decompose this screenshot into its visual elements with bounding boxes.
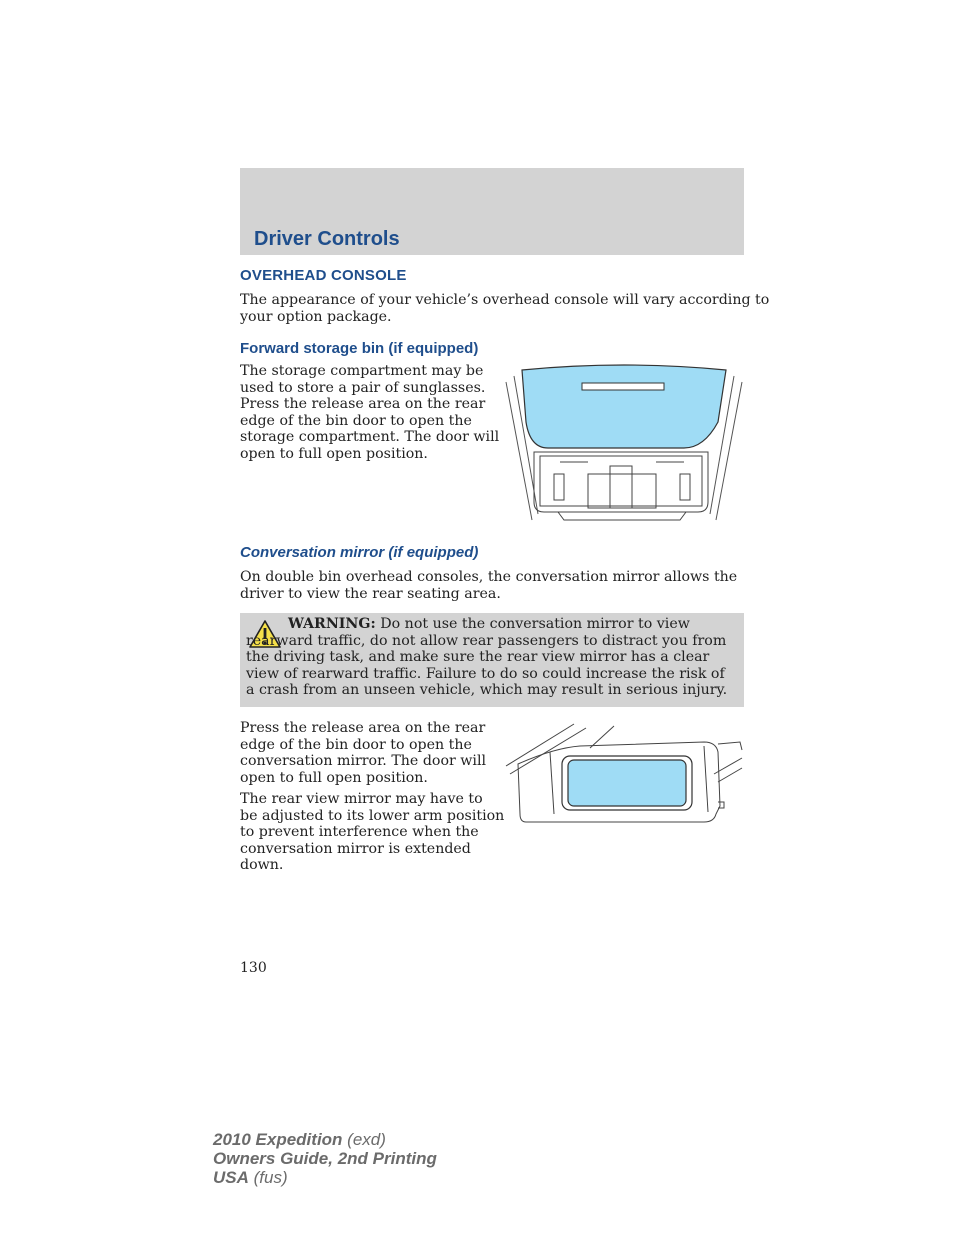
warning-text: [246, 616, 736, 699]
footer-market: USA: [213, 1168, 249, 1187]
text-line: The storage compartment may be: [240, 363, 484, 379]
footer-line: [213, 1149, 437, 1168]
text-line: open to full open position.: [240, 445, 428, 462]
text-line: conversation mirror is extended: [240, 840, 471, 857]
warning-label: WARNING:: [288, 616, 376, 632]
section-title: Driver Controls: [254, 228, 400, 250]
conversation-mirror-illustration: [504, 722, 744, 828]
text-line: conversation mirror. The door will: [240, 753, 487, 769]
footer-guide: Owners Guide, 2nd Printing: [213, 1149, 437, 1168]
intro-line: your option package.: [240, 308, 392, 325]
forward-storage-bin-heading: Forward storage bin (if equipped): [240, 340, 479, 357]
text-line: driver to view the rear seating area.: [240, 585, 501, 602]
conversation-mirror-heading: Conversation mirror (if equipped): [240, 544, 479, 561]
text-line: be adjusted to its lower arm position: [240, 807, 505, 824]
text-line: storage compartment. The door will: [240, 429, 500, 445]
mirror-press-text: [240, 720, 486, 786]
footer: [213, 1130, 437, 1187]
text-line: edge of the bin door to open the: [240, 736, 472, 753]
section-header-band: [240, 168, 744, 255]
overhead-console-heading: OVERHEAD CONSOLE: [240, 267, 407, 284]
footer-model-code: (exd): [342, 1130, 386, 1149]
text-line: down.: [240, 857, 284, 873]
text-line: used to store a pair of sunglasses.: [240, 379, 486, 396]
mirror-adjust-text: [240, 791, 504, 874]
text-line: edge of the bin door to open the: [240, 412, 472, 429]
storage-bin-door: [522, 365, 726, 448]
text-line: to prevent interference when the: [240, 824, 479, 840]
forward-storage-bin-text: [240, 363, 499, 462]
overhead-console-intro: [240, 292, 769, 325]
warning-box: [240, 613, 744, 707]
overhead-console-illustration: [504, 362, 744, 524]
text-line: Press the release area on the rear: [240, 720, 486, 736]
footer-market-code: (fus): [248, 1168, 288, 1187]
text-line: open to full open position.: [240, 769, 428, 786]
conversation-mirror-glass: [568, 760, 686, 806]
footer-line: [213, 1168, 437, 1187]
page-number: 130: [240, 960, 267, 976]
text-line: The rear view mirror may have to: [240, 791, 483, 807]
text-line: On double bin overhead consoles, the conversation mirror allows the: [240, 569, 738, 585]
footer-model: 2010 Expedition: [213, 1130, 343, 1149]
conversation-mirror-intro: [240, 569, 737, 602]
warning-body: Do not use the conversation mirror to view rearward traffic, do not allow rear passengers to distract you from the driving task, and make sure the rear view mirror has a clear view of rearward traffic. Failure to do so could increase the risk of a crash from an unseen vehicle, which may result in serious injury.: [246, 616, 728, 698]
footer-line: [213, 1130, 437, 1149]
release-area: [582, 383, 664, 390]
intro-line: The appearance of your vehicle’s overhead console will vary according to: [240, 292, 770, 308]
text-line: Press the release area on the rear: [240, 396, 486, 412]
